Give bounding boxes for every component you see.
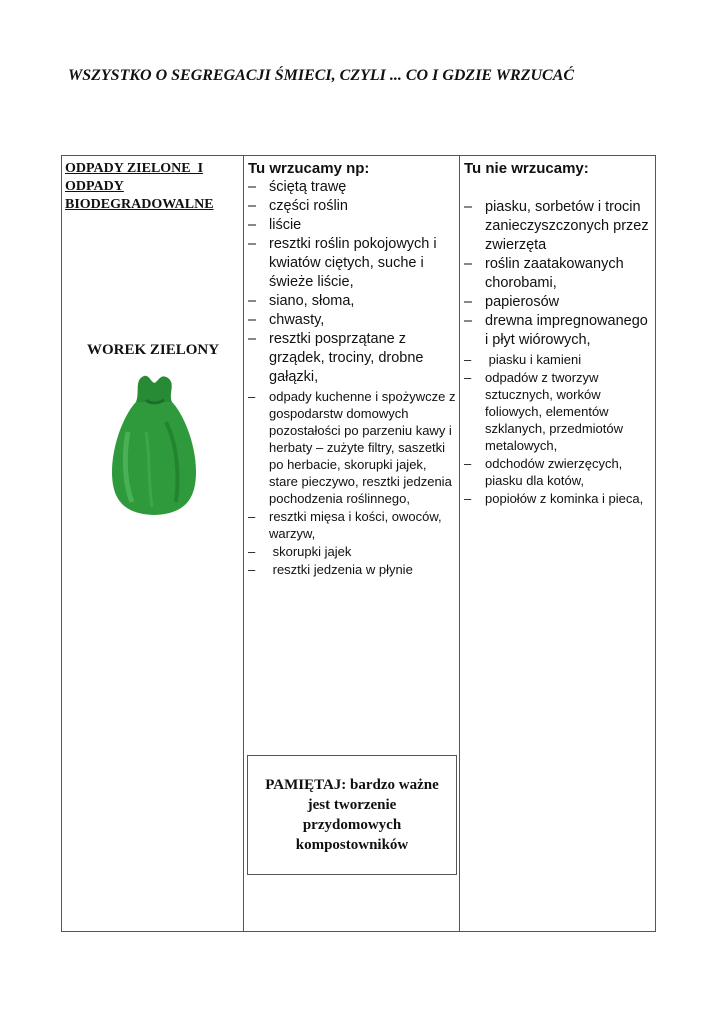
list-item-text: liście xyxy=(269,217,302,233)
list-item-text: piasku, sorbetów i trocin zanieczyszczonych przez zwierzęta xyxy=(485,199,653,253)
dash-bullet-icon: – xyxy=(248,544,256,559)
dash-bullet-icon: – xyxy=(248,312,257,328)
list-item-text: drewna impregnowanego i płyt wiórowych, xyxy=(485,313,652,348)
list-item xyxy=(244,235,456,292)
dash-bullet-icon: – xyxy=(464,352,472,367)
list-item xyxy=(460,293,652,312)
dash-bullet-icon: – xyxy=(248,389,256,404)
green-bag-icon xyxy=(106,372,202,518)
list-item-text: resztki roślin pokojowych i kwiatów ciętych, suche i świeże liście, xyxy=(269,236,441,290)
allowed-list xyxy=(244,178,460,578)
dash-bullet-icon: – xyxy=(464,491,472,506)
list-item xyxy=(244,292,456,311)
list-item xyxy=(460,490,652,507)
list-item-text: odpadów z tworzyw sztucznych, worków foliowych, elementów szklanych, przedmiotów metalowych, xyxy=(485,370,627,453)
dash-bullet-icon: – xyxy=(248,562,256,577)
not-allowed-header: Tu nie wrzucamy: xyxy=(464,160,589,177)
category-line-2: ODPADY xyxy=(65,179,124,194)
list-item xyxy=(244,311,456,330)
list-item xyxy=(244,197,456,216)
dash-bullet-icon: – xyxy=(248,293,257,309)
dash-bullet-icon: – xyxy=(464,256,473,272)
bag-label: WOREK ZIELONY xyxy=(86,342,220,358)
list-item-text: resztki jedzenia w płynie xyxy=(269,562,413,577)
list-item xyxy=(244,178,456,197)
reminder-text: PAMIĘTAJ: bardzo ważne jest tworzenie przydomowych kompostowników xyxy=(265,777,439,853)
dash-bullet-icon: – xyxy=(464,199,473,215)
segregation-table xyxy=(61,155,656,932)
not-allowed-list xyxy=(460,198,652,507)
list-item-text: ściętą trawę xyxy=(269,179,347,195)
category-line-3: BIODEGRADOWALNE xyxy=(65,197,214,212)
reminder-box xyxy=(247,755,457,875)
dash-bullet-icon: – xyxy=(464,313,473,329)
list-item xyxy=(244,543,456,560)
list-item xyxy=(460,312,652,350)
list-item-text: popiołów z kominka i pieca, xyxy=(485,491,644,506)
list-item-text: piasku i kamieni xyxy=(485,352,582,367)
list-item-text: skorupki jajek xyxy=(269,544,352,559)
dash-bullet-icon: – xyxy=(248,236,257,252)
dash-bullet-icon: – xyxy=(248,509,256,524)
not-allowed-column xyxy=(460,156,655,931)
dash-bullet-icon: – xyxy=(248,198,257,214)
list-item xyxy=(244,216,456,235)
dash-bullet-icon: – xyxy=(248,331,257,347)
list-item-text: roślin zaatakowanych chorobami, xyxy=(485,256,628,291)
list-item xyxy=(244,330,456,387)
category-line-1: ODPADY ZIELONE I xyxy=(65,161,204,176)
dash-bullet-icon: – xyxy=(464,294,473,310)
list-item xyxy=(460,255,652,293)
list-item-text: części roślin xyxy=(269,198,348,214)
page-title: WSZYSTKO O SEGREGACJI ŚMIECI, CZYLI ... CO I GDZIE WRZUCAĆ xyxy=(68,67,575,84)
list-item xyxy=(460,351,652,368)
list-item xyxy=(460,198,652,255)
list-item xyxy=(460,369,652,454)
allowed-header: Tu wrzucamy np: xyxy=(248,160,370,177)
list-item xyxy=(244,508,456,542)
list-item-text: siano, słoma, xyxy=(269,293,355,309)
list-item xyxy=(244,388,460,507)
list-item-text: resztki posprzątane z grządek, trociny, drobne gałązki, xyxy=(269,331,428,385)
list-item-text: odpady kuchenne i spożywcze z gospodarstw domowych pozostałości po parzeniu kawy i herbaty – zużyte filtry, saszetki po herbacie, skorupki jajek, stare pieczywo, resztki jedzenia pochodzenia roślinnego, xyxy=(269,389,460,506)
list-item xyxy=(460,455,652,489)
list-item-text: chwasty, xyxy=(269,312,325,328)
list-item xyxy=(244,561,456,578)
dash-bullet-icon: – xyxy=(464,370,472,385)
category-column xyxy=(62,156,244,931)
list-item-text: odchodów zwierzęcych, piasku dla kotów, xyxy=(485,456,626,488)
dash-bullet-icon: – xyxy=(248,179,257,195)
dash-bullet-icon: – xyxy=(464,456,472,471)
list-item-text: papierosów xyxy=(485,294,560,310)
dash-bullet-icon: – xyxy=(248,217,257,233)
category-heading xyxy=(65,160,241,214)
list-item-text: resztki mięsa i kości, owoców, warzyw, xyxy=(269,509,446,541)
